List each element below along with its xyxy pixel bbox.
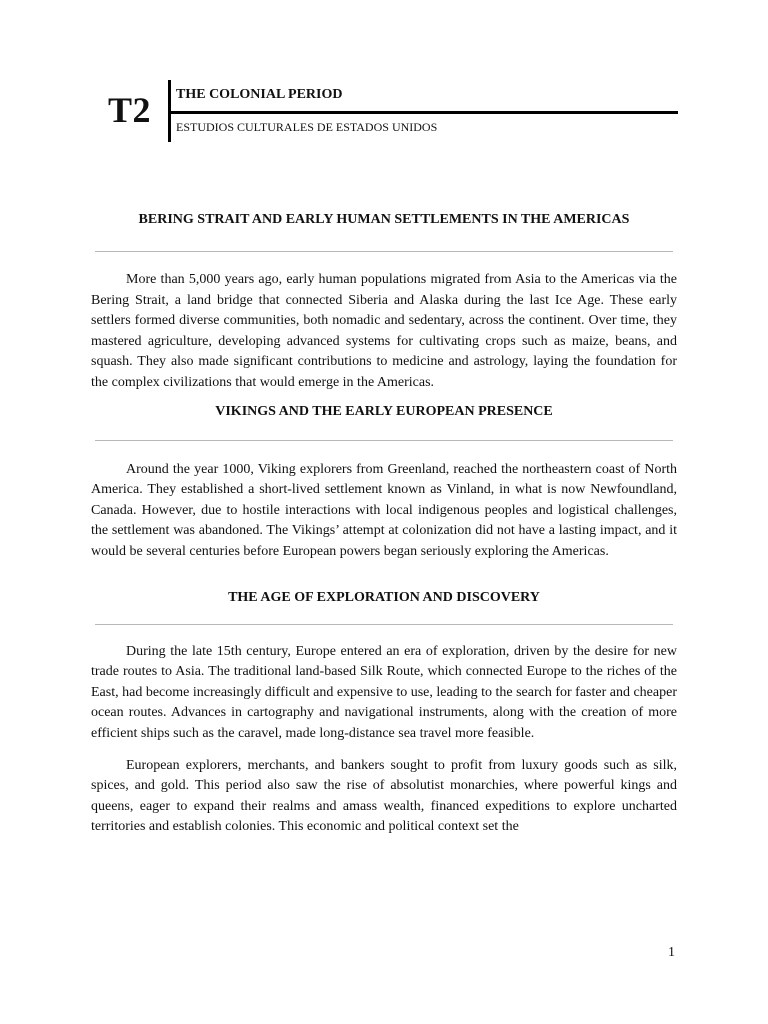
section-divider	[95, 440, 673, 441]
header-subtitle: ESTUDIOS CULTURALES DE ESTADOS UNIDOS	[176, 120, 438, 134]
header-title: THE COLONIAL PERIOD	[176, 87, 343, 102]
unit-code: T2	[108, 90, 152, 130]
section-bering-strait	[91, 210, 677, 394]
header-horizontal-rule	[168, 111, 678, 114]
main-content	[91, 210, 677, 838]
body-paragraph: European explorers, merchants, and bankers sought to profit from luxury goods such as silk, spices, and gold. This period also saw the rise of absolutist monarchies, where powerful kings and queens, eager to expand their realms and amass wealth, financed expeditions to explore uncharted territories and establish colonies. This economic and political context set the	[91, 757, 677, 835]
section-age-of-exploration	[91, 588, 677, 838]
section-heading: BERING STRAIT AND EARLY HUMAN SETTLEMENTS IN THE AMERICAS	[138, 212, 630, 227]
section-divider	[95, 251, 673, 252]
section-divider	[95, 624, 673, 625]
body-paragraph: During the late 15th century, Europe entered an era of exploration, driven by the desire for new trade routes to Asia. The traditional land-based Silk Route, which connected Europe to the riches of the East, had become increasingly difficult and expensive to use, leading to the search for faster and cheaper ocean routes. Advances in cartography and navigational instruments, along with the creation of more efficient ships such as the caravel, made long-distance sea travel more feasible.	[91, 643, 677, 741]
section-vikings	[91, 402, 677, 563]
body-paragraph: More than 5,000 years ago, early human populations migrated from Asia to the Americas via the Bering Strait, a land bridge that connected Siberia and Alaska during the last Ice Age. These early settlers formed diverse communities, both nomadic and sedentary, across the continent. Over time, they mastered agriculture, developing advanced systems for cultivating crops such as maize, beans, and squash. They also made significant contributions to medicine and astrology, laying the foundation for the complex civilizations that would emerge in the Americas.	[91, 272, 677, 390]
body-paragraph: Around the year 1000, Viking explorers from Greenland, reached the northeastern coast of North America. They established a short-lived settlement known as Vinland, in what is now Newfoundland, Canada. However, due to hostile interactions with local indigenous peoples and logistical challenges, the settlement was abandoned. The Vikings’ attempt at colonization did not have a lasting impact, and it would be several centuries before European powers began seriously exploring the Americas.	[91, 461, 677, 559]
page-number: 1	[668, 945, 675, 960]
section-heading: THE AGE OF EXPLORATION AND DISCOVERY	[228, 589, 540, 605]
section-heading: VIKINGS AND THE EARLY EUROPEAN PRESENCE	[215, 403, 553, 419]
page-header	[0, 0, 768, 150]
